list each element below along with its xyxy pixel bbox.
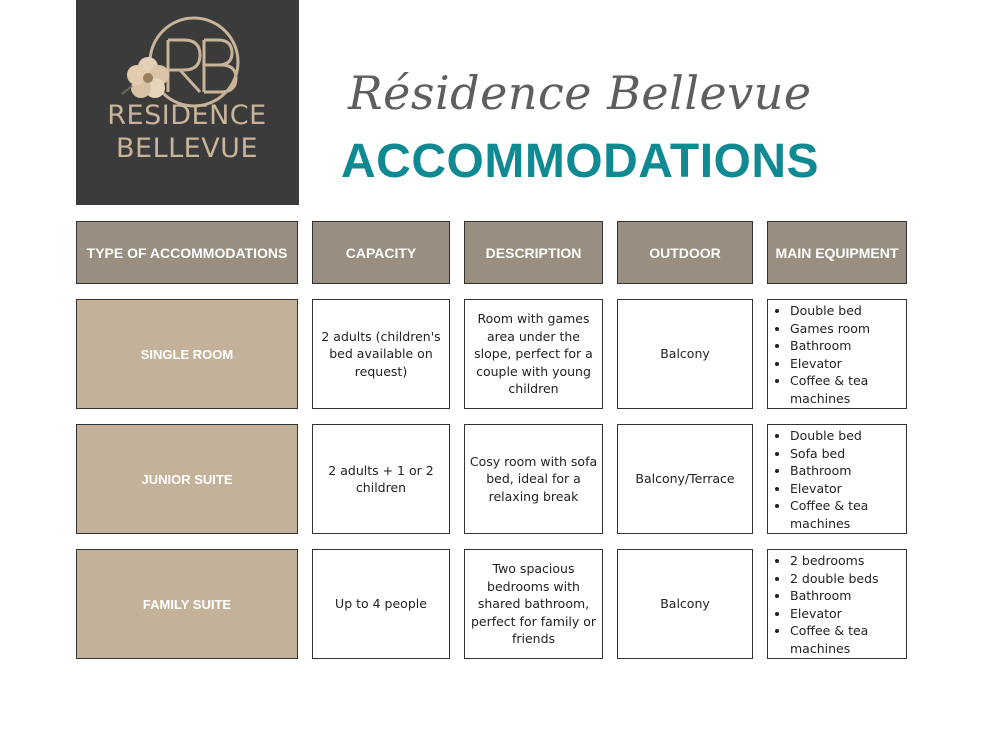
- equipment-item: • 2 bedrooms: [790, 552, 902, 570]
- room-type-junior: JUNIOR SUITE: [76, 424, 298, 534]
- header-capacity: CAPACITY: [312, 221, 450, 284]
- equipment-single: [767, 299, 907, 409]
- equipment-item: • Bathroom: [790, 587, 902, 605]
- equipment-item: • Bathroom: [790, 462, 902, 480]
- page-title: ACCOMMODATIONS: [341, 135, 820, 188]
- header-equipment: MAIN EQUIPMENT: [767, 221, 907, 284]
- header-type: TYPE OF ACCOMMODATIONS: [76, 221, 298, 284]
- equipment-item: • Elevator: [790, 605, 902, 623]
- equipment-item: • Bathroom: [790, 337, 902, 355]
- flower-icon: [122, 57, 169, 98]
- equipment-item: • Games room: [790, 320, 902, 338]
- equipment-list: [776, 552, 902, 657]
- room-type-family: FAMILY SUITE: [76, 549, 298, 659]
- header-description: DESCRIPTION: [464, 221, 603, 284]
- header-outdoor: OUTDOOR: [617, 221, 753, 284]
- outdoor-junior: Balcony/Terrace: [617, 424, 753, 534]
- outdoor-family: Balcony: [617, 549, 753, 659]
- brand-script-title: Résidence Bellevue: [348, 66, 812, 120]
- logo: [76, 0, 299, 205]
- capacity-single: 2 adults (children's bed available on request): [312, 299, 450, 409]
- equipment-item: • Coffee & tea machines: [790, 372, 902, 407]
- room-type-single: SINGLE ROOM: [76, 299, 298, 409]
- equipment-family: [767, 549, 907, 659]
- equipment-item: • Elevator: [790, 355, 902, 373]
- outdoor-single: Balcony: [617, 299, 753, 409]
- capacity-junior: 2 adults + 1 or 2 children: [312, 424, 450, 534]
- equipment-junior: [767, 424, 907, 534]
- equipment-list: [776, 302, 902, 407]
- description-family: Two spacious bedrooms with shared bathroom, perfect for family or friends: [464, 549, 603, 659]
- equipment-item: • Coffee & tea machines: [790, 497, 902, 532]
- equipment-list: [776, 427, 902, 532]
- equipment-item: • Coffee & tea machines: [790, 622, 902, 657]
- logo-text-line2: BELLEVUE: [115, 133, 259, 164]
- logo-text-line1: RESIDENCE: [107, 100, 267, 131]
- equipment-item: • Double bed: [790, 302, 902, 320]
- equipment-item: • Double bed: [790, 427, 902, 445]
- equipment-item: • 2 double beds: [790, 570, 902, 588]
- equipment-item: • Sofa bed: [790, 445, 902, 463]
- capacity-family: Up to 4 people: [312, 549, 450, 659]
- description-single: Room with games area under the slope, perfect for a couple with young children: [464, 299, 603, 409]
- equipment-item: • Elevator: [790, 480, 902, 498]
- description-junior: Cosy room with sofa bed, ideal for a relaxing break: [464, 424, 603, 534]
